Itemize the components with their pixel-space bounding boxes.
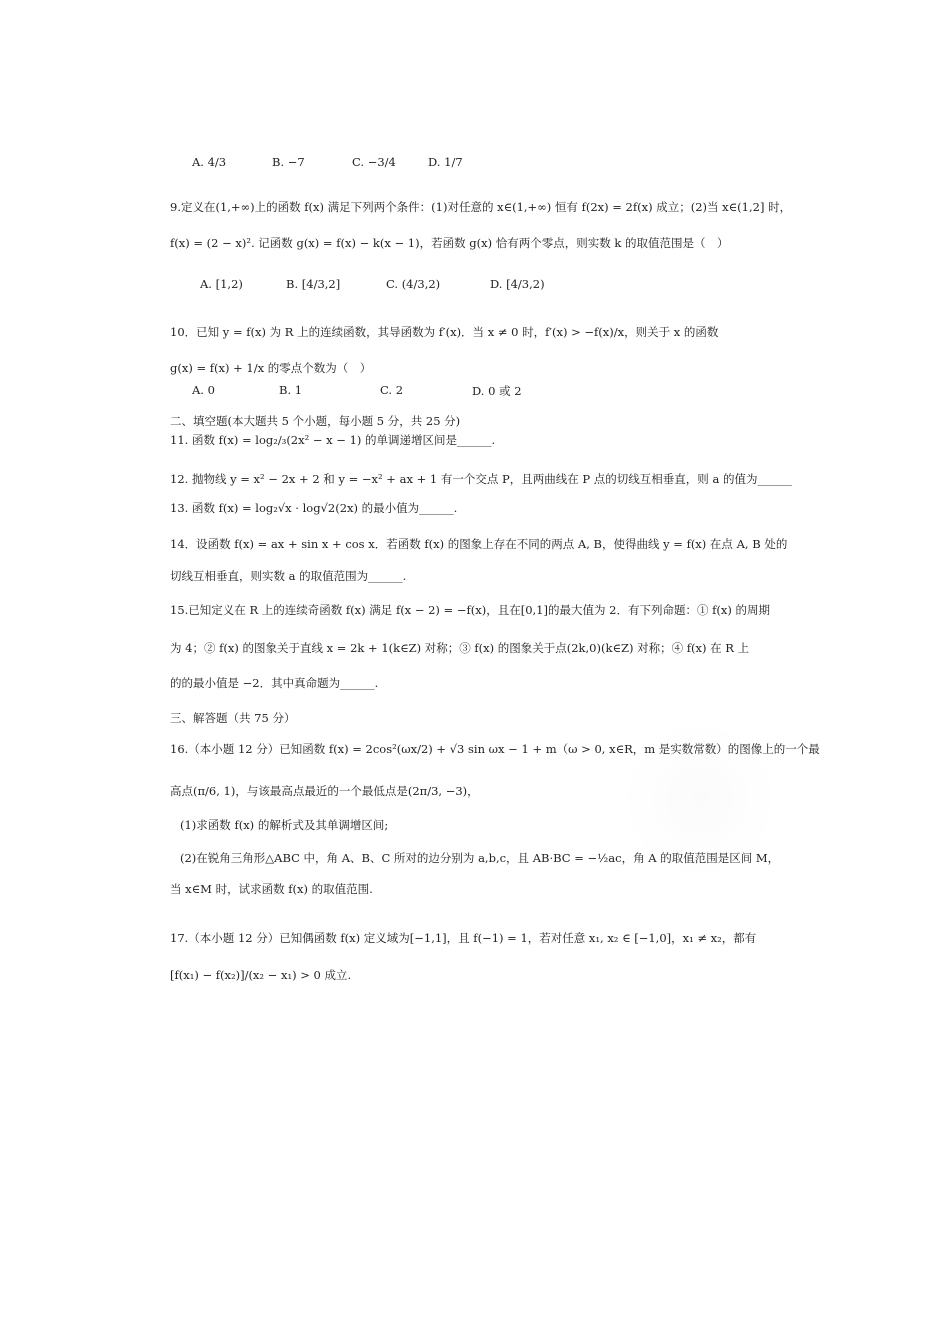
q9-line2: f(x) = (2 − x)². 记函数 g(x) = f(x) − k(x − 1)，若函数 g(x) 恰有两个零点，则实数 k 的取值范围是（ ） bbox=[170, 236, 729, 250]
section-2-heading: 二、填空题(本大题共 5 个小题，每小题 5 分，共 25 分) bbox=[170, 414, 461, 428]
q14-line1: 14．设函数 f(x) = ax + sin x + cos x．若函数 f(x) 的图象上存在不同的两点 A, B，使得曲线 y = f(x) 在点 A, B 处的 bbox=[170, 537, 788, 551]
q9-option-d: D. [4/3,2) bbox=[490, 277, 545, 291]
q15-line3: 的的最小值是 −2．其中真命题为______. bbox=[170, 676, 379, 690]
q11: 11. 函数 f(x) = log₂/₃(2x² − x − 1) 的单调递增区间是______. bbox=[170, 433, 496, 447]
q9-option-c: C. (4/3,2) bbox=[386, 277, 441, 291]
q10-option-d: D. 0 或 2 bbox=[472, 384, 522, 398]
q10-option-c: C. 2 bbox=[380, 383, 404, 397]
q10-option-a: A. 0 bbox=[192, 383, 215, 397]
q8-option-d: D. 1/7 bbox=[428, 155, 463, 169]
q8-option-c: C. −3/4 bbox=[352, 155, 396, 169]
q8-option-a: A. 4/3 bbox=[192, 155, 227, 169]
q8-option-b: B. −7 bbox=[272, 155, 305, 169]
q10-line1: 10．已知 y = f(x) 为 R 上的连续函数，其导函数为 f′(x)．当 x ≠ 0 时，f′(x) > −f(x)/x，则关于 x 的函数 bbox=[170, 325, 719, 339]
q9-option-b: B. [4/3,2] bbox=[286, 277, 341, 291]
q16-part3: 当 x∈M 时，试求函数 f(x) 的取值范围. bbox=[170, 882, 373, 896]
q16-line1: 16.（本小题 12 分）已知函数 f(x) = 2cos²(ωx/2) + √3 sin ωx − 1 + m（ω > 0, x∈R，m 是实数常数）的图像上的一个最 bbox=[170, 742, 820, 756]
q9-line1: 9.定义在(1,+∞)上的函数 f(x) 满足下列两个条件：(1)对任意的 x∈(1,+∞) 恒有 f(2x) = 2f(x) 成立；(2)当 x∈(1,2] 时， bbox=[170, 200, 792, 214]
q15-line2: 为 4；② f(x) 的图象关于直线 x = 2k + 1(k∈Z) 对称；③ f(x) 的图象关于点(2k,0)(k∈Z) 对称；④ f(x) 在 R 上 bbox=[170, 641, 750, 655]
q9-option-a: A. [1,2) bbox=[200, 277, 243, 291]
q16-line2: 高点(π/6, 1)，与该最高点最近的一个最低点是(2π/3, −3)， bbox=[170, 784, 479, 798]
q12: 12. 抛物线 y = x² − 2x + 2 和 y = −x² + ax + 1 有一个交点 P，且两曲线在 P 点的切线互相垂直，则 a 的值为______ bbox=[170, 472, 792, 486]
q15-line1: 15.已知定义在 R 上的连续奇函数 f(x) 满足 f(x − 2) = −f(x)，且在[0,1]的最大值为 2．有下列命题：① f(x) 的周期 bbox=[170, 603, 770, 617]
q17-line2: [f(x₁) − f(x₂)]/(x₂ − x₁) > 0 成立. bbox=[170, 968, 352, 982]
section-3-heading: 三、解答题（共 75 分） bbox=[170, 711, 296, 725]
q14-line2: 切线互相垂直，则实数 a 的取值范围为______. bbox=[170, 569, 407, 583]
q17-line1: 17.（本小题 12 分）已知偶函数 f(x) 定义域为[−1,1]，且 f(−1) = 1，若对任意 x₁, x₂ ∈ [−1,0]，x₁ ≠ x₂，都有 bbox=[170, 931, 757, 945]
q16-part2: (2)在锐角三角形△ABC 中，角 A、B、C 所对的边分别为 a,b,c，且 AB·BC = −½ac，角 A 的取值范围是区间 M， bbox=[180, 851, 780, 865]
q13: 13. 函数 f(x) = log₂√x · log√2(2x) 的最小值为______. bbox=[170, 501, 458, 515]
q16-part1: (1)求函数 f(x) 的解析式及其单调增区间; bbox=[180, 818, 389, 832]
q10-option-b: B. 1 bbox=[279, 383, 303, 397]
q10-line2: g(x) = f(x) + 1/x 的零点个数为（ ） bbox=[170, 361, 372, 375]
